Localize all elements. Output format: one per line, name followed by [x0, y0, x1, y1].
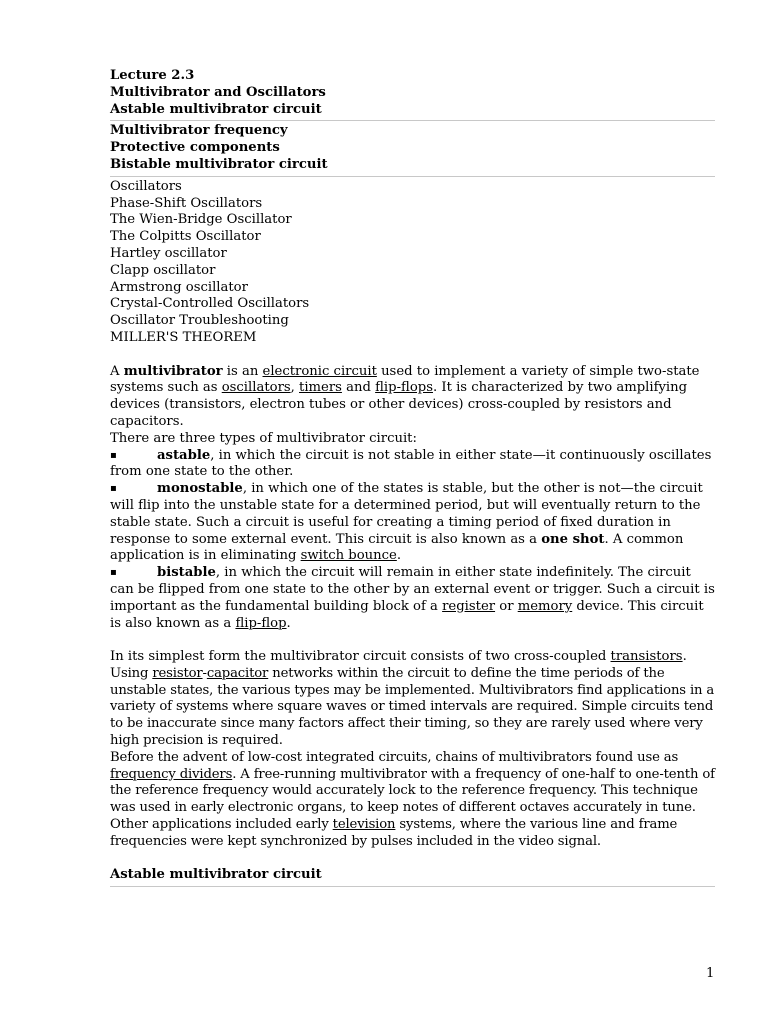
topic-item: The Wien-Bridge Oscillator — [110, 212, 292, 228]
rc-paragraph — [110, 666, 715, 750]
text-run: . — [682, 649, 687, 665]
term-bistable: bistable — [157, 565, 216, 581]
bold-topic-list — [110, 123, 715, 173]
text-run: Before the advent of low-cost integrated circuits, chains of multivibrators found use as — [110, 749, 679, 765]
topic-item: Armstrong oscillator — [110, 279, 248, 295]
text-run: , in which the circuit is not stable in either state—it continuously oscillates from one state to the other. — [110, 447, 712, 480]
text-run: - — [202, 665, 207, 681]
topic-item: Phase-Shift Oscillators — [110, 195, 263, 211]
lecture-number: Lecture 2.3 — [110, 68, 195, 83]
text-run: networks within the circuit to define the time periods of the unstable states, the various types may be implemented. Multivibrators find applications in a variety of systems where square waves or timed intervals are required. Simple circuits tend to be inaccurate since many factors affect their timing, so they are rarely used where very high precision is required. — [110, 665, 715, 749]
text-run: . — [286, 615, 291, 631]
topic-item: MILLER'S THEOREM — [110, 329, 257, 345]
text-run: . A common application is in eliminating — [110, 531, 684, 564]
types-intro: There are three types of multivibrator circuit: — [110, 430, 417, 446]
text-run: A — [110, 363, 124, 379]
section-heading: Astable multivibrator circuit — [110, 867, 322, 883]
link-electronic-circuit[interactable]: electronic circuit — [262, 363, 377, 379]
link-television[interactable]: television — [332, 817, 396, 833]
link-resistor[interactable]: resistor — [152, 665, 203, 681]
history-paragraph — [110, 750, 715, 851]
bullet-marker: ▪ — [110, 449, 117, 461]
link-switch-bounce[interactable]: switch bounce — [300, 548, 397, 564]
topic-item: Hartley oscillator — [110, 245, 227, 261]
link-register[interactable]: register — [442, 598, 496, 614]
text-run: , in which one of the states is stable, but the other is not—the circuit will flip into the unstable state for a determined period, but will eventually return to the stable state. Such a circuit is useful for creating a timing period of fixed duration in response to some external event. This circuit is also known as a — [110, 481, 703, 547]
document-page — [110, 68, 715, 889]
topic-item: Oscillator Troubleshooting — [110, 313, 289, 329]
link-transistors[interactable]: transistors — [610, 649, 683, 665]
text-run: is an — [222, 363, 263, 379]
text-run: . — [396, 548, 402, 564]
topic-list — [110, 179, 715, 347]
divider — [110, 176, 715, 177]
topic-item: Crystal-Controlled Oscillators — [110, 296, 310, 312]
link-memory[interactable]: memory — [517, 598, 573, 614]
intro-paragraph — [110, 364, 715, 431]
bullet-astable — [110, 448, 715, 482]
text-run: used to implement a variety of simple two-state systems such as — [110, 363, 700, 396]
text-run: . It is characterized by two amplifying devices (transistors, electron tubes or other devices) cross-coupled by resistors and capacitors. — [110, 380, 688, 429]
link-oscillators[interactable]: oscillators — [221, 380, 291, 396]
term-multivibrator: multivibrator — [123, 363, 223, 379]
text-run: or — [495, 598, 518, 614]
bullet-monostable — [110, 481, 715, 565]
bold-topic-item: Bistable multivibrator circuit — [110, 156, 328, 172]
topic-item: The Colpitts Oscillator — [110, 229, 261, 245]
divider — [110, 120, 715, 121]
bold-topic-item: Multivibrator frequency — [110, 123, 288, 139]
text-run: . A free-running multivibrator with a frequency of one-half to one-tenth of the reference frequency would accurately lock to the reference frequency. This technique was used in early electronic organs, to keep notes of different octaves accurately in tune. Other applications included early — [110, 766, 715, 833]
bullet-bistable — [110, 565, 715, 632]
link-frequency-dividers[interactable]: frequency dividers — [110, 766, 233, 782]
spacer — [110, 347, 715, 364]
divider — [110, 886, 715, 887]
term-monostable: monostable — [157, 481, 243, 497]
link-timers[interactable]: timers — [299, 380, 342, 396]
lecture-title: Multivibrator and Oscillators — [110, 84, 326, 100]
simplest-form-line — [110, 649, 715, 666]
text-run: Using — [110, 665, 153, 681]
spacer — [110, 851, 715, 868]
text-run: In its simplest form the multivibrator circuit consists of two cross-coupled — [110, 649, 611, 665]
term-one-shot: one shot — [541, 531, 605, 547]
text-run: systems, where the various line and frame frequencies were kept synchronized by pulses included in the video signal. — [110, 817, 678, 849]
topic-item: Oscillators — [110, 178, 182, 194]
text-run: , in which the circuit will remain in either state indefinitely. The circuit can be flipped from one state to the other by an external event or trigger. Such a circuit is important as the fundamental building block of a — [110, 565, 715, 614]
text-run: device. This circuit is also known as a — [110, 598, 704, 631]
link-capacitor[interactable]: capacitor — [206, 665, 269, 681]
topic-item: Clapp oscillator — [110, 262, 216, 278]
header-block — [110, 68, 715, 118]
page-number: 1 — [706, 966, 715, 981]
lecture-subtitle: Astable multivibrator circuit — [110, 101, 322, 117]
spacer — [110, 632, 715, 649]
text-run: and — [341, 380, 376, 396]
text-run: , — [290, 380, 300, 396]
bullet-marker: ▪ — [110, 483, 117, 495]
link-flip-flops[interactable]: flip-flops — [375, 380, 433, 396]
bold-topic-item: Protective components — [110, 140, 280, 156]
link-flip-flop[interactable]: flip-flop — [235, 615, 287, 631]
bullet-marker: ▪ — [110, 567, 117, 579]
term-astable: astable — [157, 447, 211, 463]
